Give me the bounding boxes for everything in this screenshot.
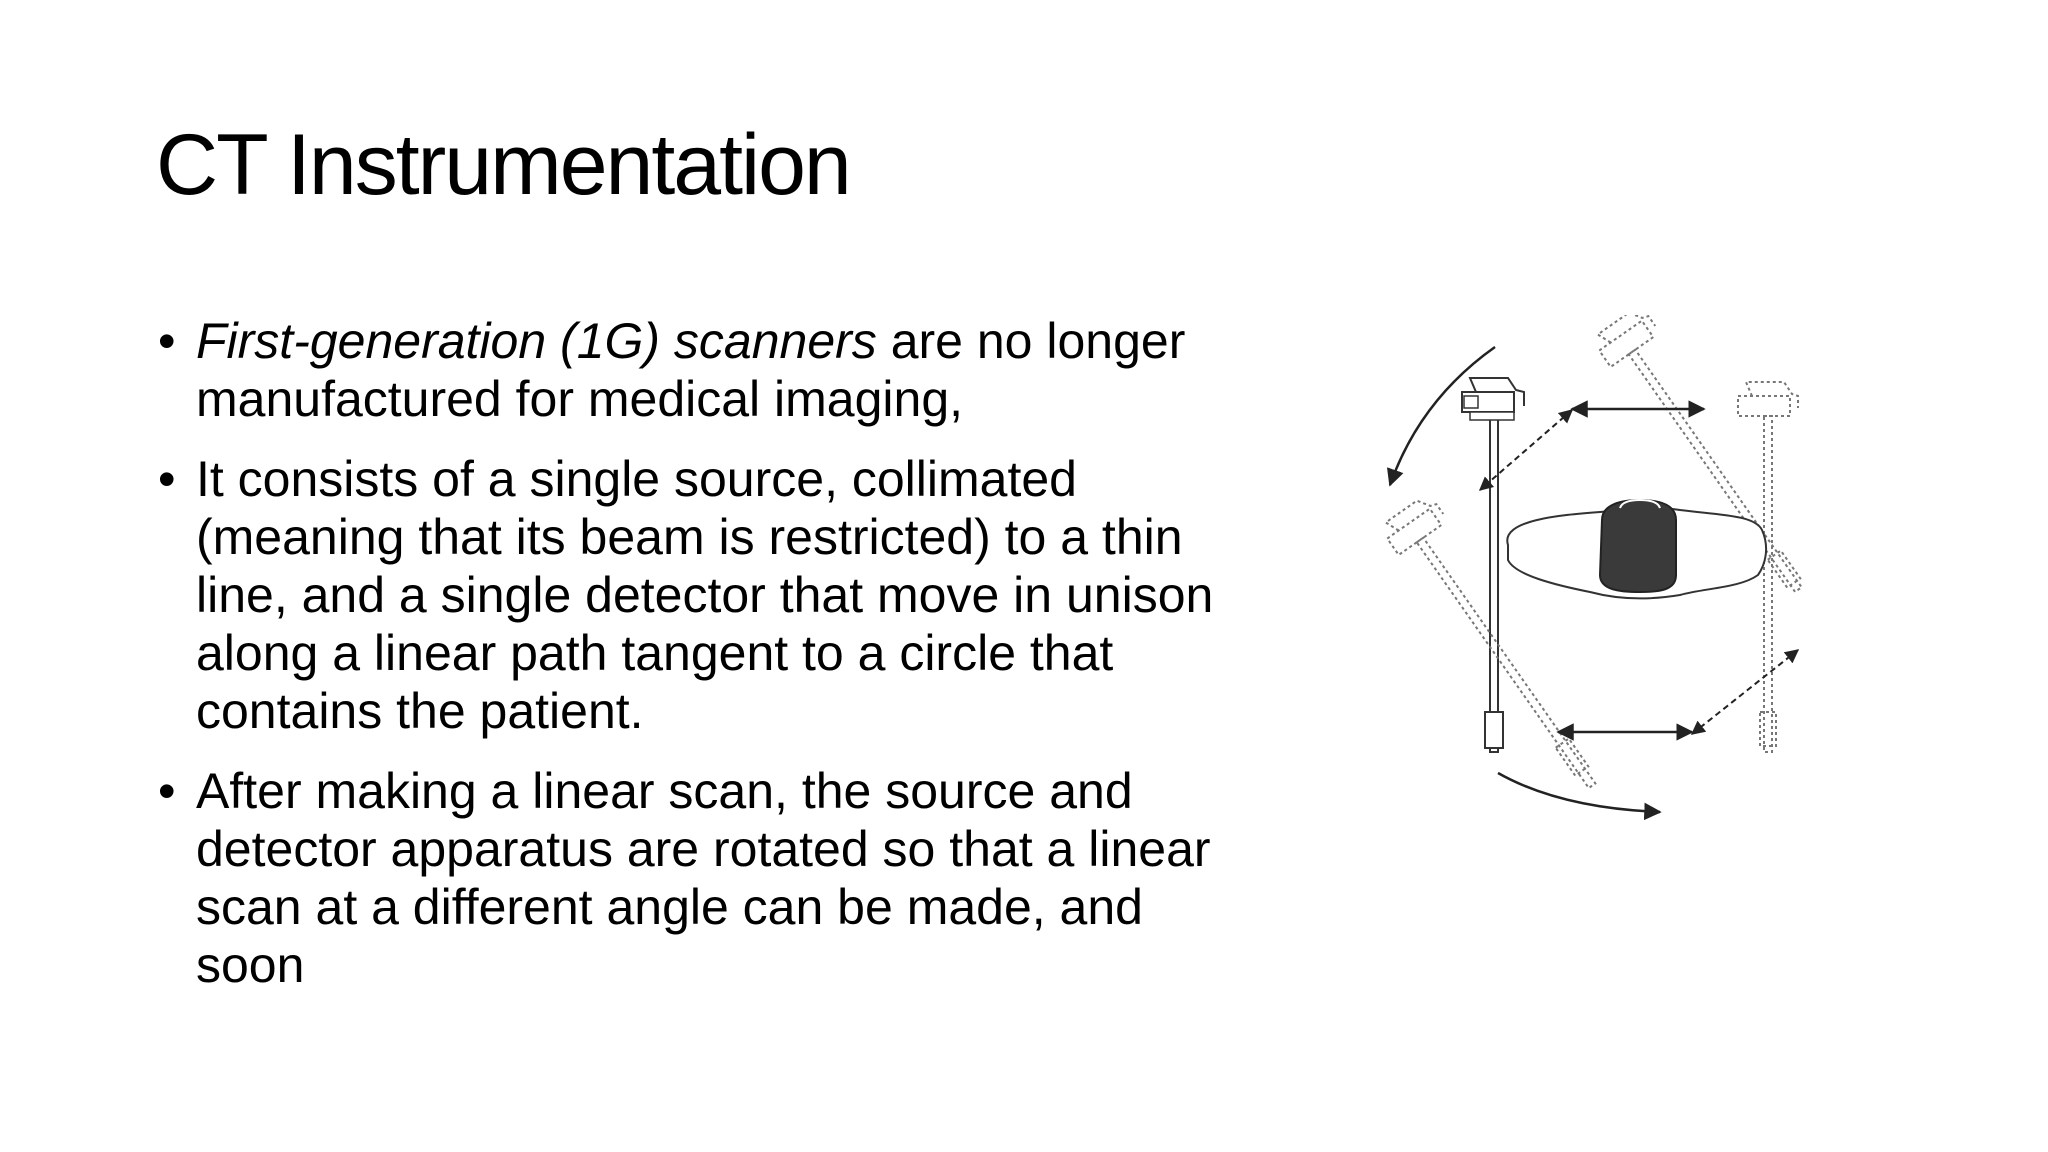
bullet-item-2 (156, 450, 1236, 740)
bullet-text: It consists of a single source, collimated (meaning that its beam is restricted) to a thin line, and a single detector that move in unison along a linear path tangent to a circle that contains the patient. (196, 451, 1214, 739)
bullet-marker: • (158, 763, 176, 819)
first-generation-ct-scanner-diagram (1370, 315, 1870, 825)
bullet-text: After making a linear scan, the source and detector apparatus are rotated so that a linear scan at a different angle can be made, and soon (196, 763, 1211, 993)
bullet-item-3 (156, 762, 1236, 994)
bullet-emphasis: First-generation (1G) scanners (196, 313, 877, 369)
translation-arrow-diagonal-lower (1692, 650, 1798, 734)
bullet-item-1 (156, 312, 1236, 428)
patient-cross-section (1507, 500, 1766, 598)
bullet-marker: • (158, 451, 176, 507)
bullet-text: are no longer manufactured for medical imaging, (196, 313, 1186, 427)
slide-title: CT Instrumentation (156, 117, 850, 213)
bullet-marker: • (158, 313, 176, 369)
rotation-arc-lower (1498, 773, 1660, 812)
bullet-list (156, 312, 1236, 1016)
